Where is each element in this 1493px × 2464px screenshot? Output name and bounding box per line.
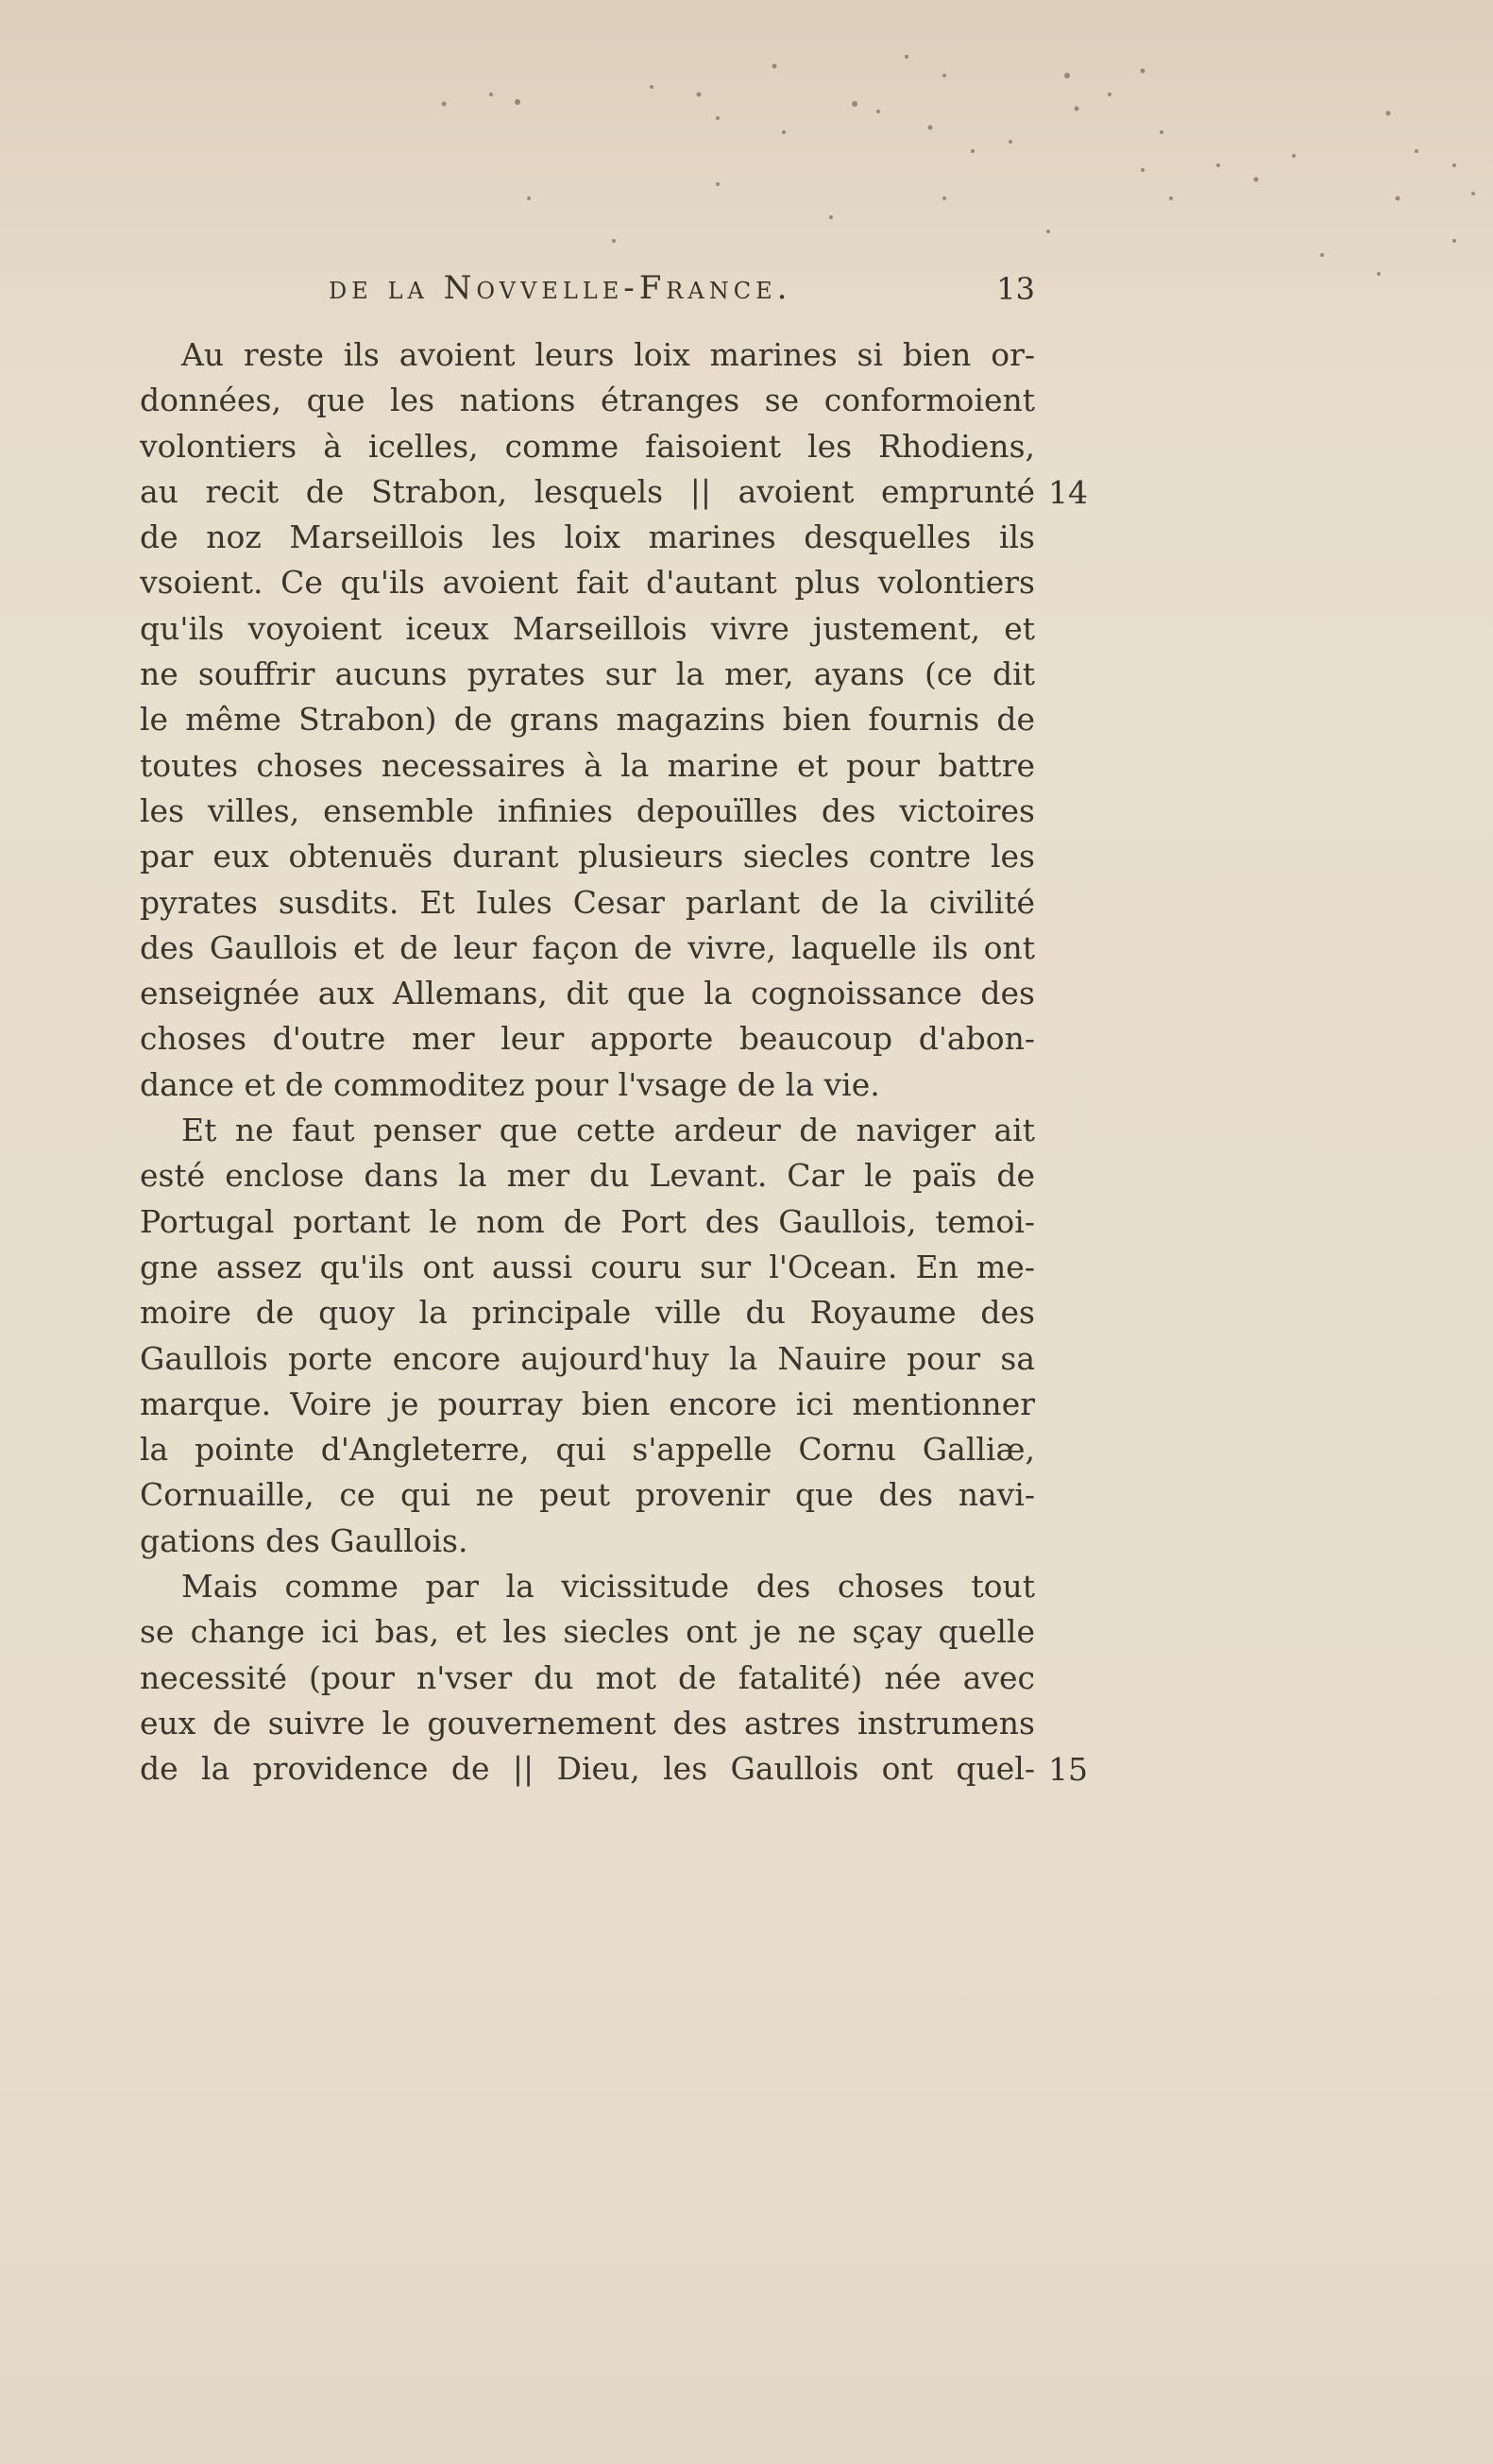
text-line: ne souffrir aucuns pyrates sur la mer, ayans (ce dit <box>140 655 1035 693</box>
text-line: des Gaullois et de leur façon de vivre, laquelle ils ont <box>140 928 1035 966</box>
text-line: au recit de Strabon, lesquels || avoient emprunté <box>140 472 1035 510</box>
text-line: eux de suivre le gouvernement des astres instrumens <box>140 1704 1035 1742</box>
text-line: pyrates susdits. Et Iules Cesar parlant de la civilité <box>140 883 1035 921</box>
text-line: Cornuaille, ce qui ne peut provenir que des navi- <box>140 1476 1035 1514</box>
text-line: marque. Voire je pourray bien encore ici mentionner <box>140 1385 1035 1422</box>
text-line: gne assez qu'ils ont aussi couru sur l'Ocean. En me- <box>140 1248 1035 1285</box>
text-line: Portugal portant le nom de Port des Gaullois, temoi- <box>140 1202 1035 1240</box>
text-line: volontiers à icelles, comme faisoient les Rhodiens, <box>140 427 1035 465</box>
text-line: de noz Marseillois les loix marines desquelles ils <box>140 518 1035 556</box>
body-text <box>140 332 1035 1793</box>
text-line: Mais comme par la vicissitude des choses tout <box>181 1568 1035 1606</box>
text-line: dance et de commoditez pour l'vsage de la vie. <box>140 1065 880 1103</box>
margin-reference-number: 15 <box>1048 1751 1088 1788</box>
text-line: enseignée aux Allemans, dit que la cognoissance des <box>140 975 1035 1012</box>
running-title: de la Novvelle-France. <box>329 269 792 307</box>
text-line: se change ici bas, et les siecles ont je ne sçay quelle <box>140 1613 1035 1651</box>
text-line: toutes choses necessaires à la marine et pour battre <box>140 746 1035 784</box>
text-line: Au reste ils avoient leurs loix marines si bien or- <box>181 336 1035 373</box>
text-line: la pointe d'Angleterre, qui s'appelle Cornu Galliæ, <box>140 1431 1035 1469</box>
text-line: gations des Gaullois. <box>140 1521 468 1559</box>
text-line: vsoient. Ce qu'ils avoient fait d'autant plus volontiers <box>140 564 1035 602</box>
text-line: par eux obtenuës durant plusieurs siecles contre les <box>140 838 1035 875</box>
text-line: Et ne faut penser que cette ardeur de naviger ait <box>181 1112 1035 1149</box>
text-line: Gaullois porte encore aujourd'huy la Nauire pour sa <box>140 1339 1035 1377</box>
text-line: le même Strabon) de grans magazins bien fournis de <box>140 701 1035 739</box>
margin-reference-number: 14 <box>1048 474 1088 511</box>
text-line: esté enclose dans la mer du Levant. Car le païs de <box>140 1157 1035 1195</box>
text-line: choses d'outre mer leur apporte beaucoup d'abon- <box>140 1020 1035 1058</box>
text-line: les villes, ensemble infinies depouïlles des victoires <box>140 791 1035 829</box>
text-line: données, que les nations étranges se conformoient <box>140 382 1035 419</box>
text-line: necessité (pour n'vser du mot de fatalité) née avec <box>140 1658 1035 1696</box>
text-line: qu'ils voyoient iceux Marseillois vivre justement, et <box>140 609 1035 647</box>
running-head <box>329 269 1035 316</box>
text-line: moire de quoy la principale ville du Royaume des <box>140 1294 1035 1332</box>
text-line: de la providence de || Dieu, les Gaullois ont quel- <box>140 1750 1035 1788</box>
page-number: 13 <box>996 271 1035 307</box>
